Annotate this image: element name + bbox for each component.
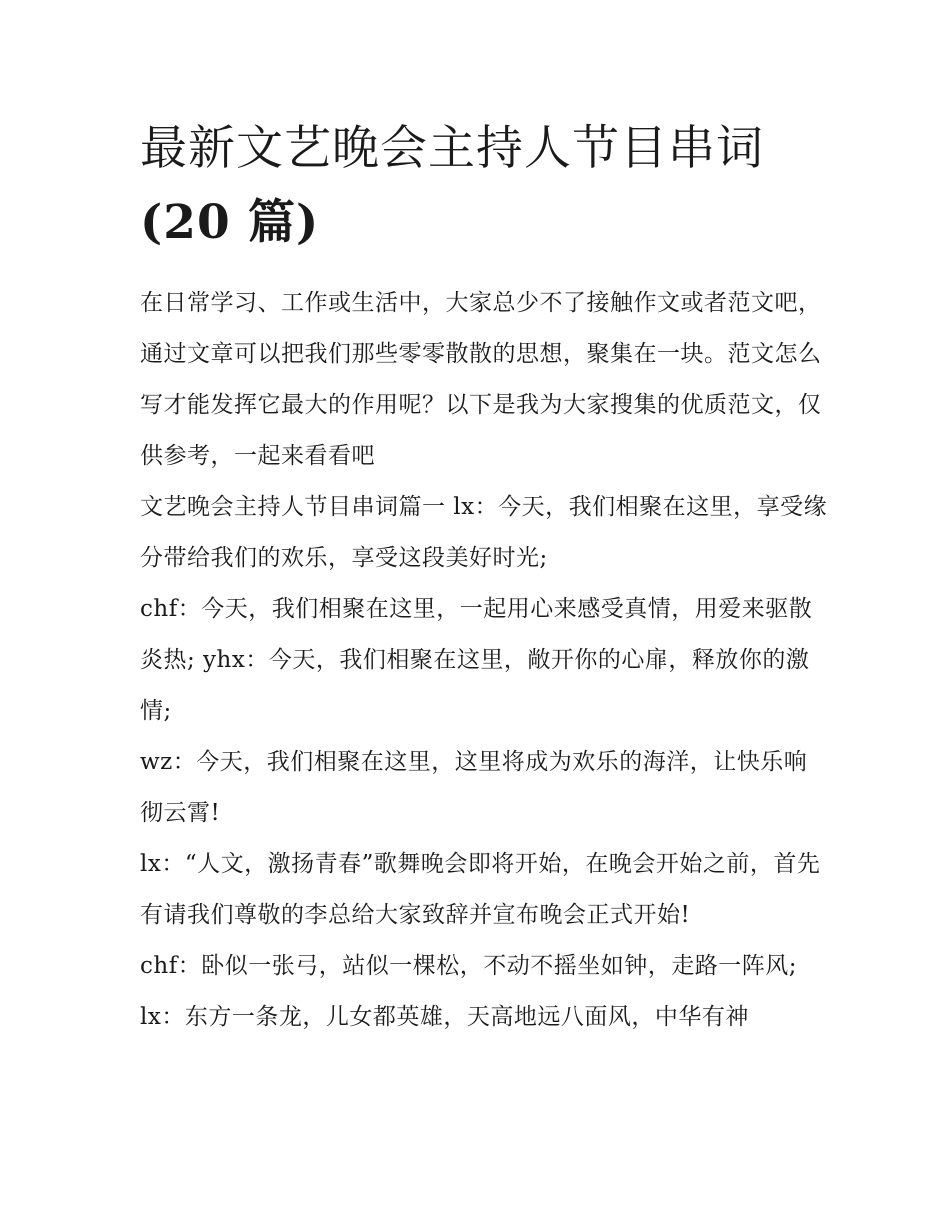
title-line-2: (20 篇) — [140, 195, 320, 250]
paragraph-6: lx：东方一条龙，儿女都英雄，天高地远八面风，中华有神 — [140, 1004, 749, 1030]
paragraph-2: chf：今天，我们相聚在这里，一起用心来感受真情，用爱来驱散炎热; yhx：今天，我们相聚在这里，敞开你的心扉，释放你的激情; — [140, 596, 813, 724]
paragraph-intro: 在日常学习、工作或生活中，大家总少不了接触作文或者范文吧，通过文章可以把我们那些零零散散的思想，聚集在一块。范文怎么写才能发挥它最大的作用呢？以下是我为大家搜集的优质范文，仅供参考，一起来看看吧 — [140, 290, 822, 469]
paragraph-4: lx：“人文，激扬青春”歌舞晚会即将开始，在晚会开始之前，首先有请我们尊敬的李总给大家致辞并宣布晚会正式开始! — [140, 851, 821, 928]
paragraph-1: 文艺晚会主持人节目串词篇一 lx：今天，我们相聚在这里，享受缘分带给我们的欢乐，享受这段美好时光; — [140, 494, 828, 571]
document-page — [140, 112, 830, 1043]
title-line-1: 最新文艺晚会主持人节目串词 — [140, 121, 764, 176]
document-title — [140, 112, 830, 260]
paragraph-3: wz：今天，我们相聚在这里，这里将成为欢乐的海洋，让快乐响彻云霄! — [140, 749, 808, 826]
paragraph-5: chf：卧似一张弓，站似一棵松，不动不摇坐如钟，走路一阵风; — [140, 953, 797, 979]
